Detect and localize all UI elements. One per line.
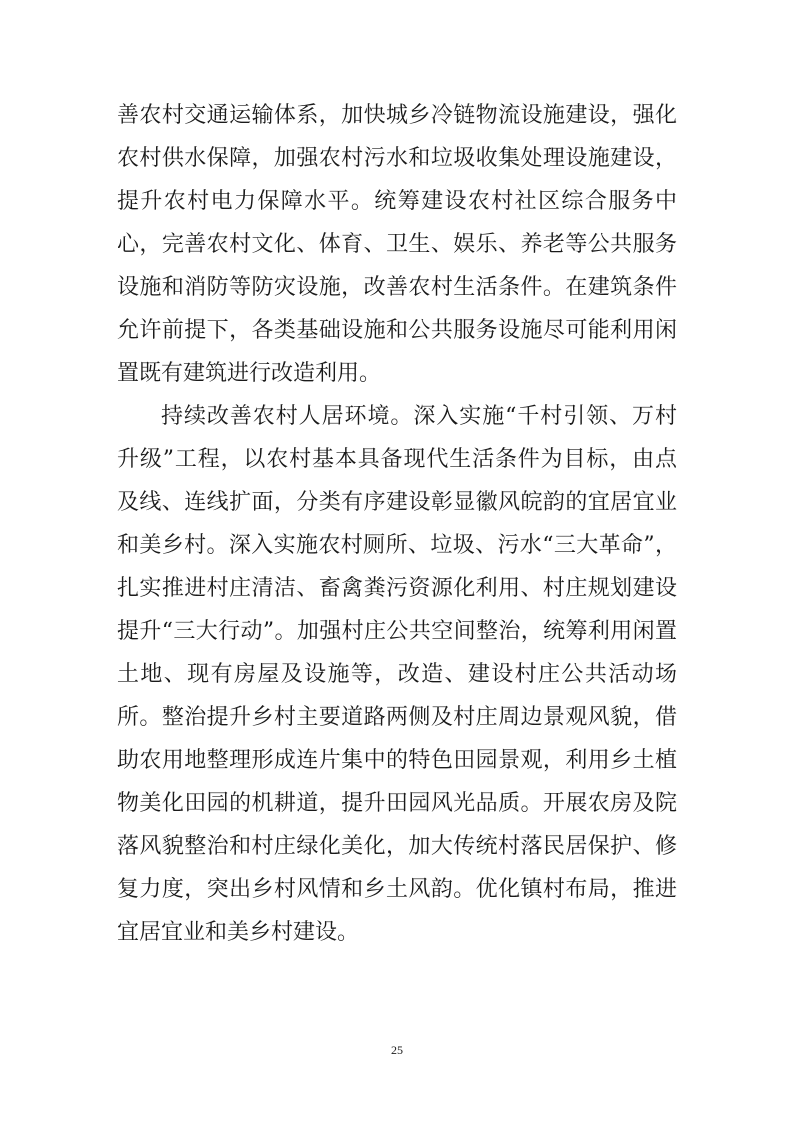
- text-line: 复力度，突出乡村风情和乡土风韵。优化镇村布局，推进: [117, 877, 677, 902]
- text-line: 土地、现有房屋及设施等，改造、建设村庄公共活动场: [117, 662, 677, 687]
- text-line: 及线、连线扩面，分类有序建设彰显徽风皖韵的宜居宜业: [117, 490, 677, 515]
- text-line: 允许前提下，各类基础设施和公共服务设施尽可能利用闲: [117, 318, 677, 343]
- paragraph-heading-line: 持续改善农村人居环境。深入实施“千村引领、万村: [161, 404, 677, 429]
- text-line: 助农用地整理形成连片集中的特色田园景观，利用乡土植: [117, 748, 677, 773]
- text-line: 心，完善农村文化、体育、卫生、娱乐、养老等公共服务: [117, 232, 677, 257]
- text-line: 置既有建筑进行改造利用。: [117, 361, 382, 386]
- text-line: 和美乡村。深入实施农村厕所、垃圾、污水“三大革命”，: [117, 533, 677, 558]
- text-line: 宜居宜业和美乡村建设。: [117, 920, 360, 945]
- text-line: 升级”工程，以农村基本具备现代生活条件为目标，由点: [117, 447, 677, 472]
- text-line: 农村供水保障，加强农村污水和垃圾收集处理设施建设，: [117, 146, 677, 171]
- text-line: 物美化田园的机耕道，提升田园风光品质。开展农房及院: [117, 791, 677, 816]
- text-line: 提升农村电力保障水平。统筹建设农村社区综合服务中: [117, 189, 677, 214]
- text-line: 所。整治提升乡村主要道路两侧及村庄周边景观风貌，借: [117, 705, 677, 730]
- page-number: 25: [391, 1043, 403, 1057]
- text-line: 落风貌整治和村庄绿化美化，加大传统村落民居保护、修: [117, 834, 677, 859]
- text-line: 扎实推进村庄清洁、畜禽粪污资源化利用、村庄规划建设: [117, 576, 677, 601]
- text-line: 提升“三大行动”。加强村庄公共空间整治，统筹利用闲置: [117, 619, 677, 644]
- text-line: 善农村交通运输体系，加快城乡冷链物流设施建设，强化: [117, 103, 677, 128]
- text-line: 设施和消防等防灾设施，改善农村生活条件。在建筑条件: [117, 275, 677, 300]
